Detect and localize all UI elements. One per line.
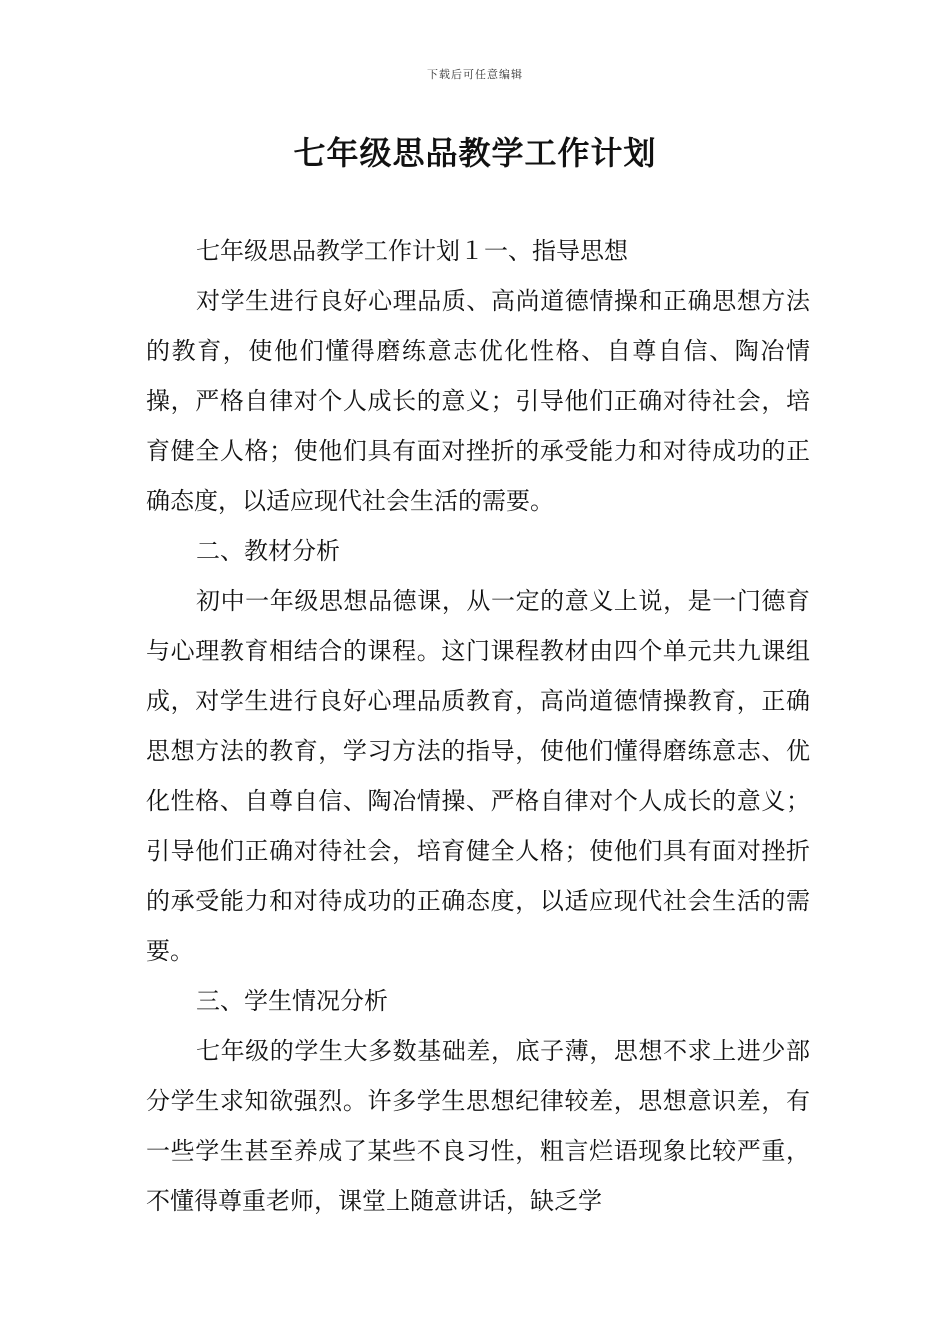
paragraph-heading-textbook-analysis: 二、教材分析 [196,537,340,565]
document-title: 七年级思品教学工作计划 [293,134,657,172]
page-header-note: 下载后可任意编辑 [427,68,523,81]
paragraph-heading-student-analysis: 三、学生情况分析 [196,987,388,1015]
document-body [146,226,810,1226]
paragraph-student-analysis: 七年级的学生大多数基础差，底子薄，思想不求上进少部分学生求知欲强烈。许多学生思想纪律较差，思想意识差，有一些学生甚至养成了某些不良习性，粗言烂语现象比较严重，不懂得尊重老师，课堂上随意讲话，缺乏学 [146,1037,810,1215]
paragraph-guiding-thought: 对学生进行良好心理品质、高尚道德情操和正确思想方法的教育，使他们懂得磨练意志优化性格、自尊自信、陶冶情操，严格自律对个人成长的意义；引导他们正确对待社会，培育健全人格；使他们具有面对挫折的承受能力和对待成功的正确态度，以适应现代社会生活的需要。 [146,287,810,515]
paragraph-textbook-analysis: 初中一年级思想品德课，从一定的意义上说，是一门德育与心理教育相结合的课程。这门课程教材由四个单元共九课组成，对学生进行良好心理品质教育，高尚道德情操教育，正确思想方法的教育，学习方法的指导，使他们懂得磨练意志、优化性格、自尊自信、陶冶情操、严格自律对个人成长的意义；引导他们正确对待社会，培育健全人格；使他们具有面对挫折的承受能力和对待成功的正确态度，以适应现代社会生活的需要。 [146,587,810,965]
paragraph-heading-guiding-thought: 七年级思品教学工作计划１一、指导思想 [196,237,628,265]
